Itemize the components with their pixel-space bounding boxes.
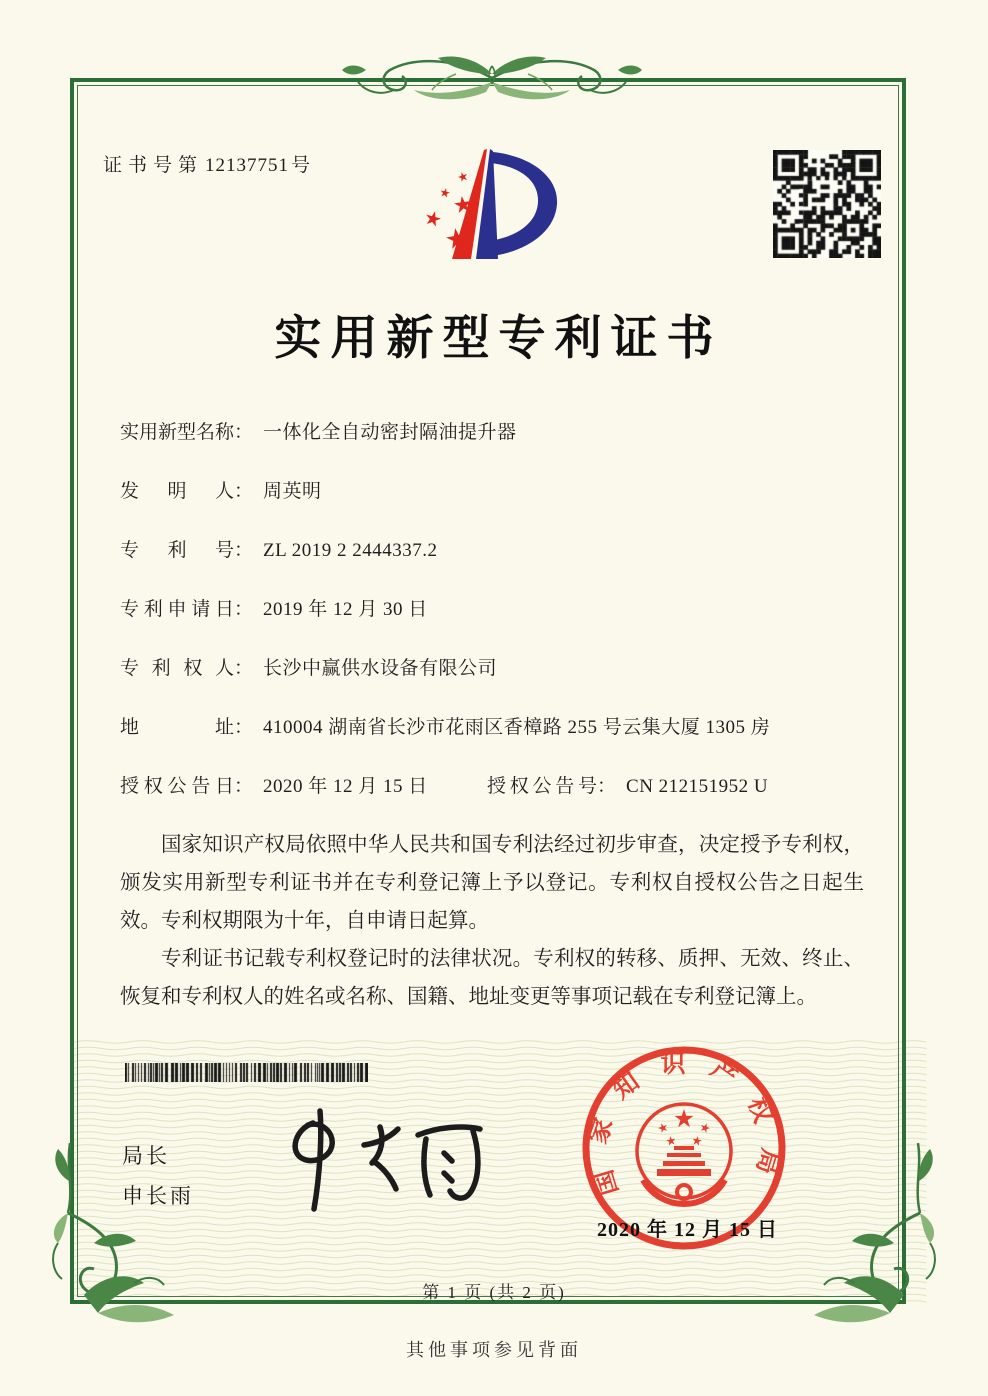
grant-number-label: 授权公告号	[487, 776, 597, 797]
certificate-number	[103, 150, 316, 177]
commissioner-name: 申长雨	[122, 1184, 194, 1208]
field-colon: ：	[234, 422, 254, 443]
field-colon: ：	[234, 776, 254, 797]
field-colon: ：	[234, 717, 254, 738]
field-value: 一体化全自动密封隔油提升器	[263, 422, 517, 443]
field-label: 地址	[120, 717, 234, 738]
qr-code	[773, 150, 881, 258]
field-value: 2020 年 12 月 15 日	[263, 776, 428, 797]
field-colon: ：	[234, 481, 254, 502]
barcode	[125, 1063, 368, 1082]
paragraph: 专利证书记载专利权登记时的法律状况。专利权的转移、质押、无效、终止、恢复和专利权人的姓名或名称、国籍、地址变更等事项记载在专利登记簿上。	[120, 948, 864, 1008]
field-colon: ：	[597, 776, 617, 797]
field-value: ZL 2019 2 2444337.2	[263, 540, 438, 561]
svg-text:国家知识产权局	[583, 1050, 784, 1199]
field-row	[120, 713, 770, 743]
field-row	[120, 536, 438, 566]
certificate-number-prefix: 证书号第	[103, 155, 204, 176]
certificate-title: 实用新型专利证书	[274, 313, 723, 365]
field-label: 专利申请日	[120, 599, 234, 620]
corner-ornament-right-icon	[804, 1143, 954, 1333]
field-value: 周英明	[263, 481, 322, 502]
back-note: 其他事项参见背面	[406, 1340, 582, 1360]
cnipa-logo-icon	[415, 143, 575, 268]
legal-paragraphs	[120, 826, 864, 1016]
field-row	[120, 654, 497, 684]
grant-number-value: CN 212151952 U	[626, 776, 769, 797]
corner-ornament-left-icon	[34, 1143, 184, 1333]
certificate-number-suffix: 号	[291, 155, 317, 176]
field-value: 长沙中赢供水设备有限公司	[263, 658, 498, 679]
national-emblem-icon	[637, 1104, 731, 1204]
field-colon: ：	[234, 658, 254, 679]
field-label: 专利号	[120, 540, 234, 561]
field-label: 专利权人	[120, 658, 234, 679]
top-border-ornament-icon	[332, 48, 652, 112]
field-label: 发明人	[120, 481, 234, 502]
field-value: 2019 年 12 月 30 日	[263, 599, 428, 620]
field-colon: ：	[234, 540, 254, 561]
field-colon: ：	[234, 599, 254, 620]
field-value: 410004 湖南省长沙市花雨区香樟路 255 号云集大厦 1305 房	[263, 717, 771, 738]
field-label: 授权公告日	[120, 776, 234, 797]
page-number: 第 1 页 (共 2 页)	[422, 1283, 566, 1302]
seal-ring-text: 国家知识产权局	[584, 1050, 784, 1199]
commissioner-title: 局长	[122, 1144, 170, 1168]
field-row	[120, 772, 900, 802]
field-label: 实用新型名称	[120, 422, 235, 443]
field-row	[120, 418, 517, 448]
certificate-number-digits: 12137751	[205, 155, 290, 176]
field-row	[120, 595, 428, 625]
field-row	[120, 477, 322, 507]
seal-date: 2020 年 12 月 15 日	[597, 1219, 778, 1241]
paragraph: 国家知识产权局依照中华人民共和国专利法经过初步审查，决定授予专利权，颁发实用新型专利证书并在专利登记簿上予以登记。专利权自授权公告之日起生效。专利权期限为十年，自申请日起算。	[120, 834, 864, 932]
signature-icon	[268, 1105, 498, 1225]
